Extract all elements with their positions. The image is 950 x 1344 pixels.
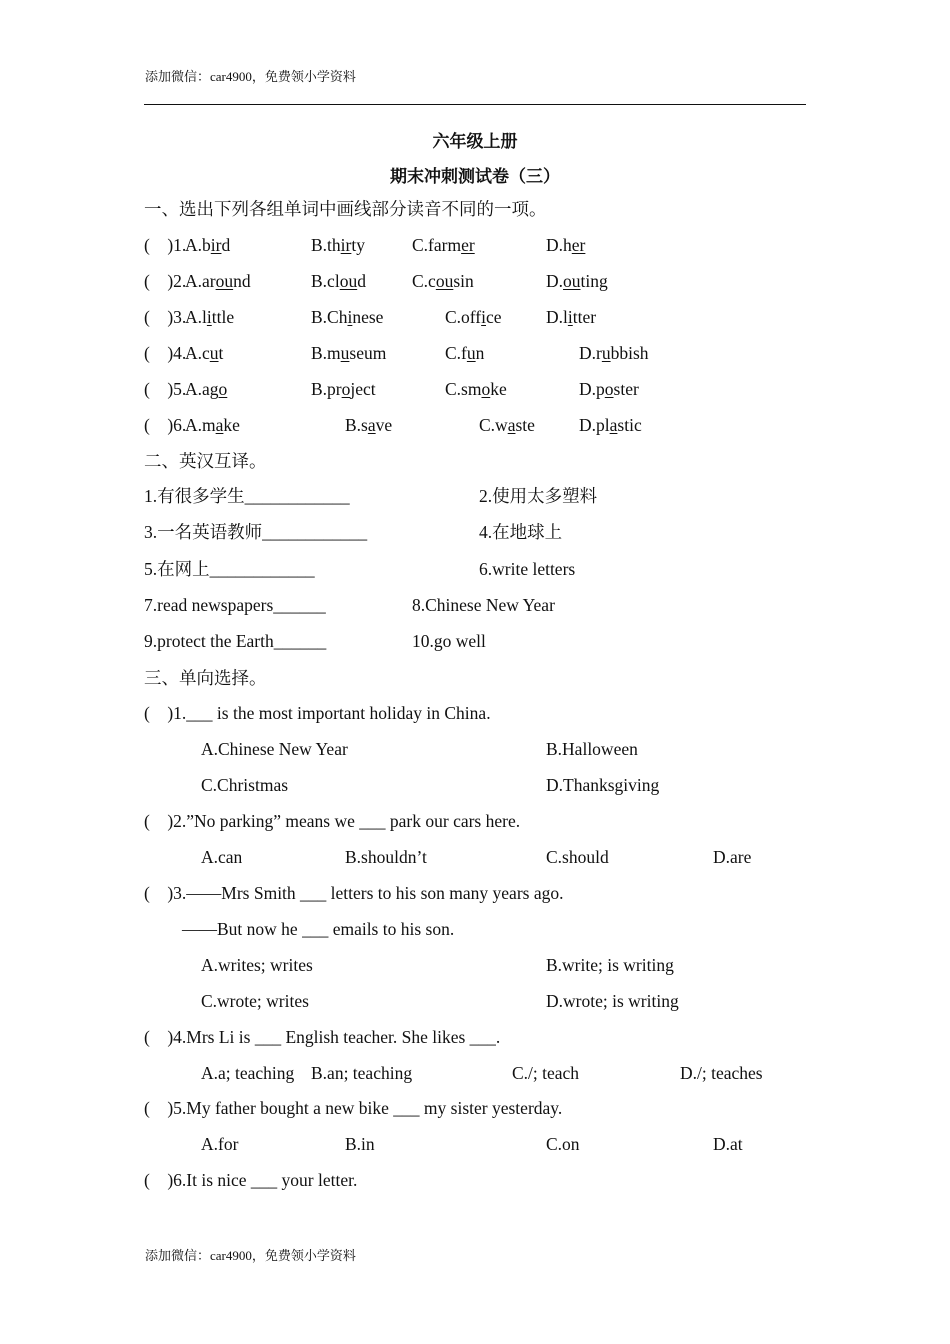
- question-number: ( )6.: [144, 415, 187, 435]
- section2-heading: 二、英汉互译。: [144, 451, 267, 471]
- choice-option: B.in: [345, 1134, 375, 1154]
- choice-option: C.on: [546, 1134, 580, 1154]
- choice-option: B.write; is writing: [546, 955, 674, 975]
- phonics-option: B.Chinese: [311, 307, 384, 327]
- choice-option: D.are: [713, 847, 752, 867]
- choice-option: A.Chinese New Year: [201, 739, 348, 759]
- question-stem: ( )6.It is nice ___ your letter.: [144, 1170, 358, 1190]
- phonics-option: A.ago: [185, 379, 228, 399]
- phonics-option: C.office: [445, 307, 502, 327]
- phonics-option: A.make: [185, 415, 240, 435]
- phonics-option: B.thirty: [311, 235, 365, 255]
- phonics-option: D.outing: [546, 271, 608, 291]
- choice-option: D.at: [713, 1134, 743, 1154]
- phonics-option: D.litter: [546, 307, 597, 327]
- choice-option: A.for: [201, 1134, 239, 1154]
- phonics-option: A.bird: [185, 235, 231, 255]
- question-stem: ( )5.My father bought a new bike ___ my sister yesterday.: [144, 1098, 563, 1118]
- phonics-option: B.cloud: [311, 271, 366, 291]
- question-stem: ( )4.Mrs Li is ___ English teacher. She likes ___.: [144, 1027, 501, 1047]
- question-number: ( )4.: [144, 343, 187, 363]
- question-stem-continued: ——But now he ___ emails to his son.: [182, 919, 455, 939]
- question-stem: ( )3.——Mrs Smith ___ letters to his son many years ago.: [144, 883, 564, 903]
- phonics-option: D.rubbish: [579, 343, 649, 363]
- question-number: ( )3.: [144, 307, 187, 327]
- choice-option: D.wrote; is writing: [546, 991, 679, 1011]
- translation-item: 6.write letters: [479, 559, 576, 579]
- choice-option: C.Christmas: [201, 775, 289, 795]
- question-stem: ( )2.”No parking” means we ___ park our cars here.: [144, 811, 521, 831]
- phonics-option: C.waste: [479, 415, 535, 435]
- question-number: ( )5.: [144, 379, 187, 399]
- question-stem: ( )1.___ is the most important holiday in China.: [144, 703, 491, 723]
- header-note: 添加微信：car4900，免费领小学资料: [145, 69, 356, 84]
- translation-item: 1.有很多学生____________: [144, 486, 350, 506]
- choice-option: D./; teaches: [680, 1063, 763, 1083]
- choice-option: C./; teach: [512, 1063, 580, 1083]
- translation-item: 10.go well: [412, 631, 486, 651]
- question-number: ( )1.: [144, 235, 187, 255]
- footer-note: 添加微信：car4900，免费领小学资料: [145, 1248, 356, 1263]
- phonics-option: C.fun: [445, 343, 485, 363]
- translation-item: 9.protect the Earth______: [144, 631, 327, 651]
- phonics-option: C.farmer: [412, 235, 475, 255]
- choice-option: D.Thanksgiving: [546, 775, 660, 795]
- translation-item: 2.使用太多塑料: [479, 486, 598, 506]
- choice-option: A.can: [201, 847, 243, 867]
- choice-option: B.shouldn’t: [345, 847, 427, 867]
- phonics-option: D.her: [546, 235, 586, 255]
- choice-option: A.a; teaching: [201, 1063, 295, 1083]
- phonics-option: C.smoke: [445, 379, 507, 399]
- translation-item: 3.一名英语教师____________: [144, 522, 368, 542]
- choice-option: B.Halloween: [546, 739, 638, 759]
- question-number: ( )2.: [144, 271, 187, 291]
- choice-option: C.should: [546, 847, 609, 867]
- phonics-option: C.cousin: [412, 271, 474, 291]
- phonics-option: A.little: [185, 307, 235, 327]
- exam-title: 期末冲刺测试卷（三）: [390, 167, 560, 186]
- section1-heading: 一、选出下列各组单词中画线部分读音不同的一项。: [144, 199, 547, 219]
- phonics-option: D.plastic: [579, 415, 642, 435]
- phonics-option: B.project: [311, 379, 376, 399]
- phonics-option: D.poster: [579, 379, 639, 399]
- choice-option: A.writes; writes: [201, 955, 313, 975]
- header-divider: [144, 104, 806, 105]
- translation-item: 7.read newspapers______: [144, 595, 326, 615]
- phonics-option: A.around: [185, 271, 251, 291]
- choice-option: C.wrote; writes: [201, 991, 309, 1011]
- phonics-option: A.cut: [185, 343, 224, 363]
- phonics-option: B.museum: [311, 343, 387, 363]
- grade-title: 六年级上册: [432, 132, 518, 151]
- translation-item: 5.在网上____________: [144, 559, 315, 579]
- choice-option: B.an; teaching: [311, 1063, 413, 1083]
- section3-heading: 三、单向选择。: [144, 668, 267, 688]
- phonics-option: B.save: [345, 415, 393, 435]
- translation-item: 8.Chinese New Year: [412, 595, 555, 615]
- translation-item: 4.在地球上: [479, 522, 563, 542]
